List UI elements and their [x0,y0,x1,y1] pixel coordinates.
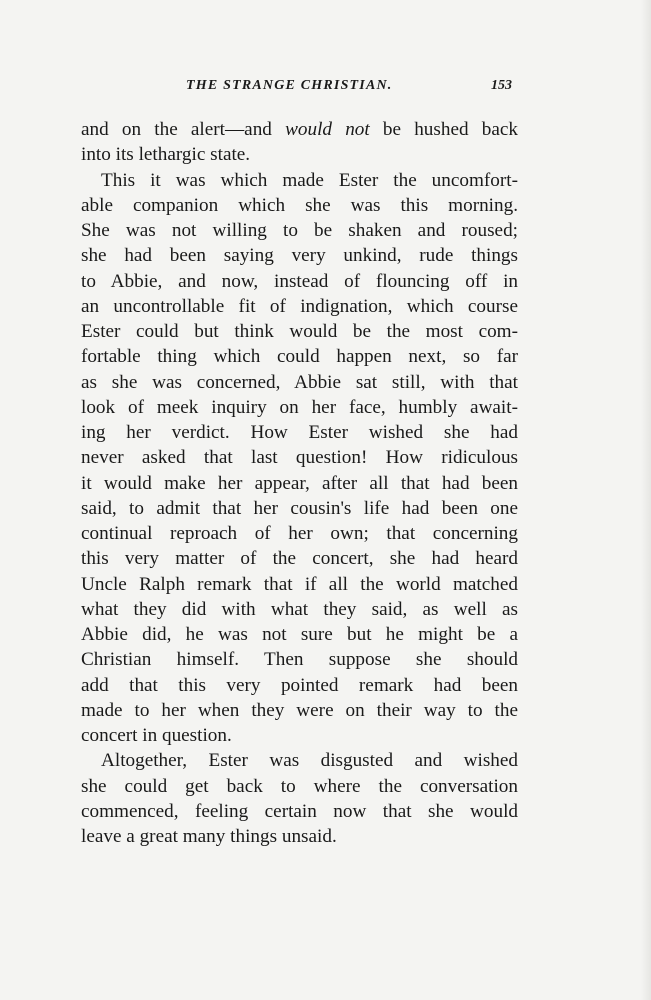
line-text: ing her verdict. How Ester wished she had [81,422,518,443]
line-text: to Abbie, and now, instead of flouncing off in [81,270,518,292]
line-text: Ester could but think would be the most com- [81,321,518,342]
text-line [81,269,518,294]
text-line [81,370,518,395]
text-line [81,168,518,193]
line-text: fortable thing which could happen next, so far [81,346,518,368]
text-line [81,142,518,167]
text-line [81,774,518,799]
emphasized-text: would not [285,119,370,140]
line-text: she could get back to where the conversation [81,775,518,797]
line-text: never asked that last question! How ridiculous [81,447,518,469]
text-line [81,471,518,496]
line-text: an uncontrollable fit of indignation, which course [81,295,518,317]
line-text: concert in question. [81,725,232,746]
text-line [81,193,518,218]
running-title: THE STRANGE CHRISTIAN. [186,78,393,93]
line-text: this very matter of the concert, she had heard [81,548,518,570]
text-line [81,496,518,521]
text-line [81,117,518,142]
text-line [81,572,518,597]
text-line [81,647,518,672]
text-line [81,521,518,546]
text-line [81,824,518,849]
text-line [81,218,518,243]
line-text: as she was concerned, Abbie sat still, with that [81,371,518,393]
text-line [81,698,518,723]
text-line [81,799,518,824]
text-line [81,445,518,470]
line-text: This it was which made Ester the uncomfort- [101,169,518,191]
line-text: She was not willing to be shaken and roused; [81,220,518,241]
line-text: able companion which she was this morning. [81,194,518,216]
line-text: continual reproach of her own; that concerning [81,523,518,544]
line-text: Christian himself. Then suppose she should [81,649,518,671]
line-text: it would make her appear, after all that had been [81,472,518,494]
line-text: into its lethargic state. [81,144,251,166]
body-text [81,117,518,849]
text-line [81,243,518,268]
line-text: and on the alert—and [81,119,286,140]
text-line [81,395,518,420]
text-line [81,319,518,344]
line-text: Uncle Ralph remark that if all the world matched [81,573,518,595]
text-line [81,344,518,369]
line-text: leave a great many things unsaid. [81,826,337,847]
line-text: Abbie did, he was not sure but he might be a [81,624,518,645]
text-line [81,420,518,445]
text-line [81,622,518,647]
line-text: she had been saying very unkind, rude things [81,245,518,267]
line-text: commenced, feeling certain now that she would [81,800,518,822]
page-number: 153 [491,78,512,93]
line-text: Altogether, Ester was disgusted and wished [101,750,518,772]
running-head [0,78,651,100]
line-text: what they did with what they said, as well as [81,598,518,620]
text-line [81,546,518,571]
line-text: be hushed back [369,119,518,140]
text-line [81,597,518,622]
text-line [81,673,518,698]
text-line [81,723,518,748]
line-text: look of meek inquiry on her face, humbly await- [81,396,518,418]
text-line [81,294,518,319]
line-text: made to her when they were on their way to the [81,699,518,721]
line-text: said, to admit that her cousin's life had been one [81,497,518,519]
line-text: add that this very pointed remark had been [81,674,518,696]
text-line [81,748,518,773]
page-edge-shadow [641,0,651,1000]
